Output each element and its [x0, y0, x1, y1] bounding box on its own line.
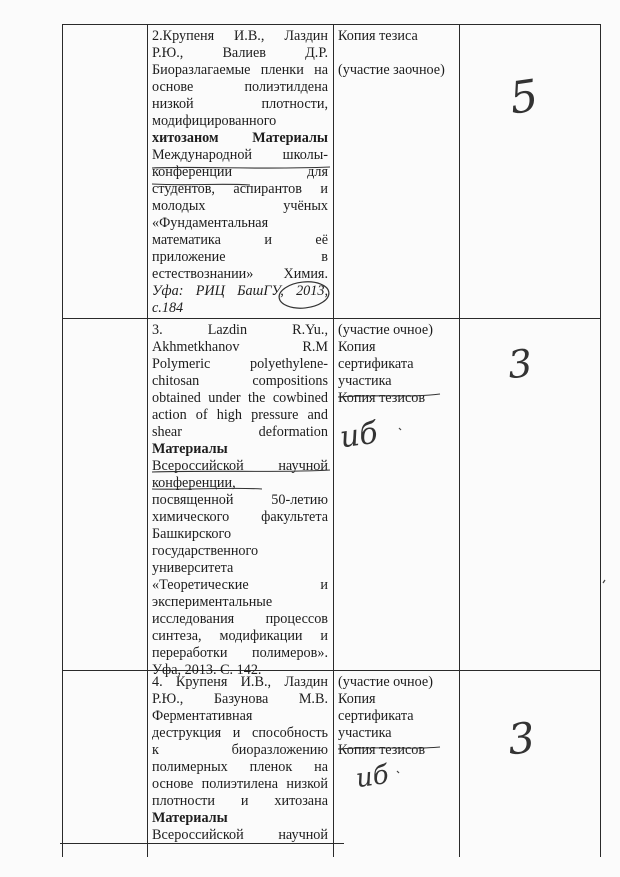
type-line: Копия [338, 339, 376, 355]
handwritten-note: иб [354, 759, 391, 795]
underline-mark [152, 488, 262, 489]
strike-mark [338, 747, 440, 749]
entry-line: Р.Ю., Базунова М.В. [152, 691, 328, 707]
entry-line: Уфа, 2013. С. 142. [152, 662, 262, 678]
entry-line: Всероссийской научной [152, 458, 328, 474]
entry-line: «Теоретические и [152, 577, 328, 593]
entry-line: синтеза, модификации и [152, 628, 328, 644]
entry-line: obtained under the cowbined [152, 390, 328, 406]
underline-mark [152, 470, 330, 472]
type-line: Копия тезисов [338, 742, 426, 758]
type-line: Копия тезисов [338, 390, 426, 406]
handwritten-score: 5 [506, 70, 542, 125]
entry-line: государственного [152, 543, 259, 559]
entry-line: Международной школы- [152, 147, 328, 163]
entry-line: Материалы [152, 441, 228, 457]
type-line: участика [338, 725, 392, 741]
entry-line: полимерных пленок на [152, 759, 328, 775]
entry-line: 3. Lazdin R.Yu., [152, 322, 328, 338]
circle-mark [278, 279, 330, 310]
entry-line: Уфа: РИЦ БашГУ, 2013, [152, 283, 328, 299]
entry-line: низкой плотности, [152, 96, 328, 112]
entry-line: экспериментальные [152, 594, 273, 610]
pen-dot [397, 771, 399, 773]
entry-line: Polymeric polyethylene- [152, 356, 328, 372]
entry-line: естествознании» Химия. [152, 266, 328, 282]
entry-line: Всероссийской научной [152, 827, 328, 843]
entry-line: к биоразложению [152, 742, 328, 758]
entry-line: переработки полимеров». [152, 645, 328, 661]
pen-dot [399, 428, 401, 430]
entry-line: исследования процессов [152, 611, 328, 627]
entry-line: хитозаном Материалы [152, 130, 328, 146]
strike-mark [338, 394, 440, 397]
entry-line: плотности и хитозана [152, 793, 328, 809]
underline-mark [152, 167, 330, 168]
entry-line: Р.Ю., Валиев Д.Р. [152, 45, 328, 61]
entry-line: химического факультета [152, 509, 328, 525]
entry-line: 4. Крупеня И.В., Лаздин [152, 674, 328, 690]
entry-line: студентов, аспирантов и [152, 181, 328, 197]
entry-line: приложение в [152, 249, 328, 265]
entry-line: с.184 [152, 300, 184, 316]
handwritten-note: иб [337, 415, 380, 456]
entry-line: Башкирского [152, 526, 232, 542]
entry-line: Материалы [152, 810, 228, 826]
entry-line: посвященной 50-летию [152, 492, 328, 508]
type-line: сертификата [338, 708, 414, 724]
entry-line: chitosan compositions [152, 373, 328, 389]
entry-line: математика и её [152, 232, 328, 248]
underline-mark [152, 184, 250, 185]
pen-dot [603, 580, 605, 583]
entry-line: основе полиэтилдена [152, 79, 328, 95]
entry-line: shear deformation [152, 424, 328, 440]
type-line: (участие заочное) [338, 62, 445, 78]
type-line: (участие очное) [338, 674, 433, 690]
entry-line: основе полиэтилена низкой [152, 776, 328, 792]
handwritten-score: 3 [505, 340, 535, 388]
entry-line: модифицированного [152, 113, 277, 129]
type-line: участика [338, 373, 392, 389]
handwritten-score: 3 [505, 712, 538, 765]
entry-line: action of high pressure and [152, 407, 328, 423]
type-line: (участие очное) [338, 322, 433, 338]
entry-line: «Фундаментальная [152, 215, 269, 231]
type-line: Копия тезиса [338, 28, 418, 44]
entry-line: конференции, [152, 475, 236, 491]
entry-line: Биоразлагаемые пленки на [152, 62, 328, 78]
entry-line: 2.Крупеня И.В., Лаздин [152, 28, 328, 44]
type-line: сертификата [338, 356, 414, 372]
entry-line: университета [152, 560, 234, 576]
entry-line: Akhmetkhanov R.M [152, 339, 328, 355]
entry-line: Ферментативная [152, 708, 253, 724]
type-line: Копия [338, 691, 376, 707]
entry-line: молодых учёных [152, 198, 328, 214]
entry-line: деструкция и способность [152, 725, 328, 741]
entry-line: конференции для [152, 164, 328, 180]
